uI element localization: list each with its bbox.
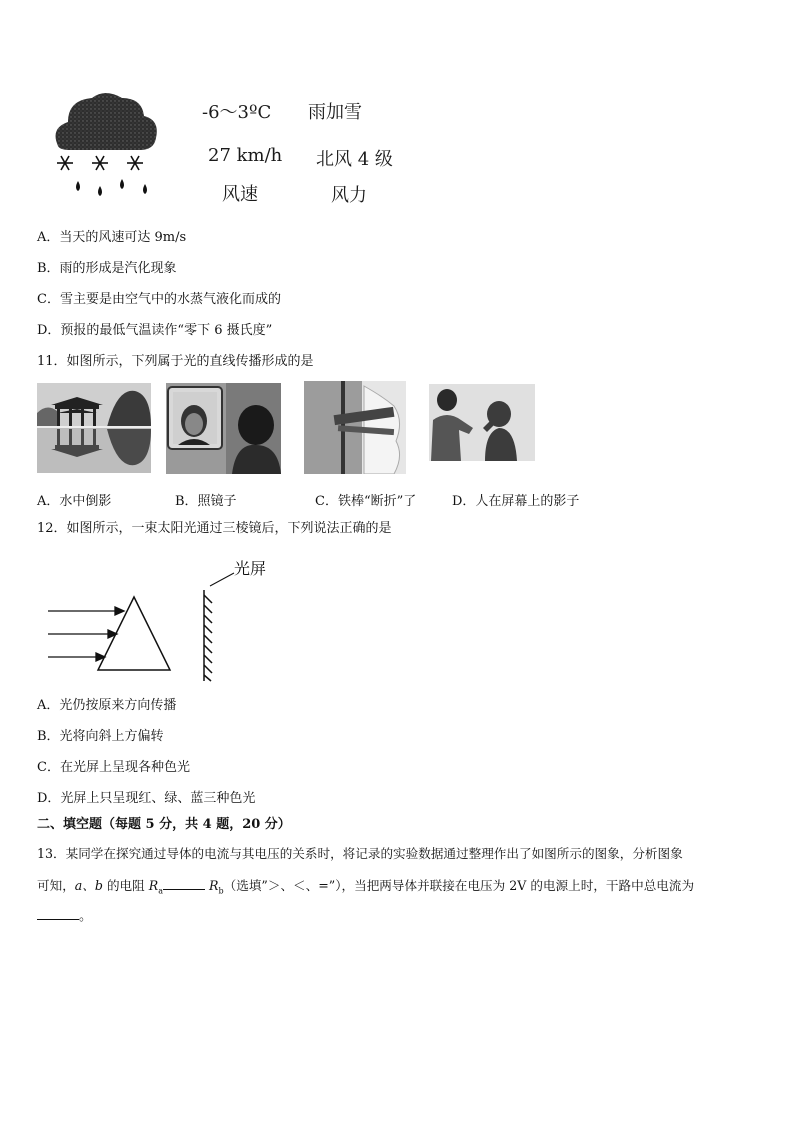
q11-option-a: A．水中倒影 bbox=[37, 494, 112, 509]
q12-option-c: C．在光屏上呈现各种色光 bbox=[37, 760, 190, 775]
photo-mirror bbox=[166, 383, 281, 474]
resistor-b-sub: b bbox=[218, 886, 224, 896]
weather-temp: -6～3ºC bbox=[202, 102, 272, 123]
q11-option-c: C．铁棒“断折”了 bbox=[315, 494, 417, 509]
q12-option-a: A．光仍按原来方向传播 bbox=[37, 698, 177, 713]
answer-blank-2[interactable] bbox=[37, 907, 79, 920]
q13-text: 的电阻 bbox=[102, 878, 149, 893]
answer-blank-1[interactable] bbox=[163, 877, 205, 890]
q13-line1: 13．某同学在探究通过导体的电流与其电压的关系时，将记录的实验数据通过整理作出了如图所示的图象，分析图象 bbox=[37, 846, 683, 861]
photo-shadow bbox=[429, 384, 535, 461]
cloud-icon bbox=[56, 93, 157, 150]
photo-reflection bbox=[37, 383, 151, 473]
photo-bent-rod bbox=[304, 381, 406, 474]
snowflake-icons bbox=[57, 156, 143, 170]
weather-speed-label: 风速 bbox=[222, 184, 258, 205]
q11-option-b: B．照镜子 bbox=[175, 494, 237, 509]
q10-option-c: C．雪主要是由空气中的水蒸气液化而成的 bbox=[37, 292, 281, 307]
q13-text: （选填”＞、＜、=”），当把两导体并联接在电压为 2V 的电源上时，干路中总电流为 bbox=[223, 878, 695, 893]
weather-icon bbox=[50, 88, 160, 203]
light-rays bbox=[48, 607, 124, 661]
resistor-a-sub: a bbox=[158, 886, 164, 896]
raindrop-icons bbox=[76, 179, 147, 196]
weather-condition: 雨加雪 bbox=[308, 102, 362, 123]
q13-end: 。 bbox=[79, 909, 93, 924]
q10-option-a: A．当天的风速可达 9m/s bbox=[37, 230, 187, 245]
screen-label: 光屏 bbox=[234, 559, 267, 578]
weather-wind: 北风 4 级 bbox=[316, 149, 393, 170]
section-title: 二、填空题（每题 5 分，共 4 题，20 分） bbox=[37, 817, 291, 832]
q12-option-b: B．光将向斜上方偏转 bbox=[37, 729, 164, 744]
weather-speed: 27 km/h bbox=[208, 145, 283, 166]
q13-vars: a、b bbox=[74, 878, 103, 893]
q13-text: 可知， bbox=[37, 878, 75, 893]
q12-option-d: D．光屏上只呈现红、绿、蓝三种色光 bbox=[37, 791, 256, 806]
weather-wind-label: 风力 bbox=[331, 185, 367, 206]
q11-option-d: D．人在屏幕上的影子 bbox=[452, 494, 580, 509]
screen-label-pointer bbox=[210, 573, 234, 586]
q10-option-b: B．雨的形成是汽化现象 bbox=[37, 261, 177, 276]
resistor-b: R bbox=[209, 878, 219, 893]
q12-stem: 12．如图所示，一束太阳光通过三棱镜后，下列说法正确的是 bbox=[37, 521, 392, 536]
q10-option-d: D．预报的最低气温读作“零下 6 摄氏度” bbox=[37, 323, 273, 338]
q11-stem: 11．如图所示，下列属于光的直线传播形成的是 bbox=[37, 354, 314, 369]
resistor-a: R bbox=[148, 878, 159, 893]
q13-line3 bbox=[37, 907, 92, 925]
light-screen bbox=[204, 590, 212, 681]
q13-line2 bbox=[37, 877, 694, 900]
